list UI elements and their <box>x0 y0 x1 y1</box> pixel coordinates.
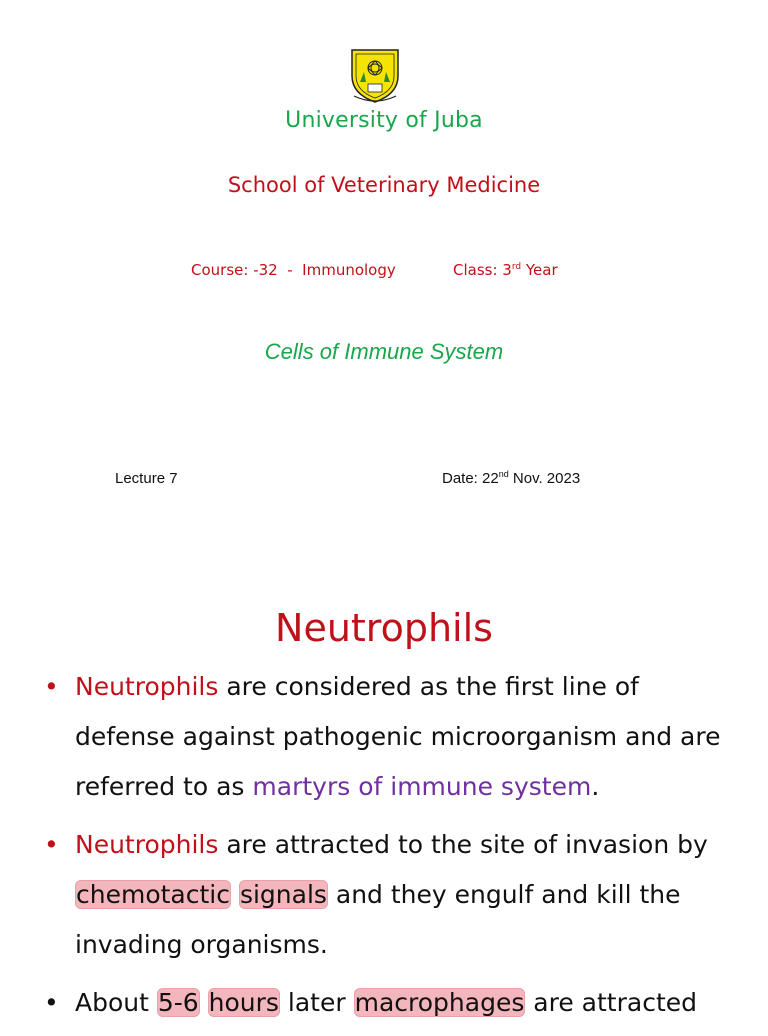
bullet-icon: • <box>44 672 59 701</box>
bullet-icon: • <box>44 830 59 859</box>
highlight: macrophages <box>354 988 525 1017</box>
highlight: signals <box>239 880 327 909</box>
section-heading: Neutrophils <box>275 606 493 650</box>
lecture-topic: Cells of Immune System <box>264 339 504 364</box>
highlight: chemotactic <box>76 880 230 909</box>
school-name: School of Veterinary Medicine <box>227 173 541 197</box>
bullet-item: • About 5-6 hours later macrophages are attracted <box>44 978 744 1028</box>
bullet-item: • Neutrophils are considered as the first line of defense against pathogenic microorganism and are referred to as martyrs of immune system. <box>44 662 744 812</box>
course-label: Course: -32 - Immunology <box>191 261 396 279</box>
highlight: 5-6 <box>157 988 199 1017</box>
bullet-item: • Neutrophils are attracted to the site of invasion by chemotactic signals and they engulf and kill the invading organisms. <box>44 820 744 970</box>
highlight: hours <box>208 988 279 1017</box>
lecture-date: Date: 22nd Nov. 2023 <box>442 469 581 487</box>
lecture-number: Lecture 7 <box>115 470 178 487</box>
bullet-list <box>44 662 744 1036</box>
class-label: Class: 3rd Year <box>453 261 558 279</box>
university-crest-icon <box>348 46 402 104</box>
university-name: University of Juba <box>285 108 483 133</box>
bullet-icon: • <box>44 988 59 1017</box>
